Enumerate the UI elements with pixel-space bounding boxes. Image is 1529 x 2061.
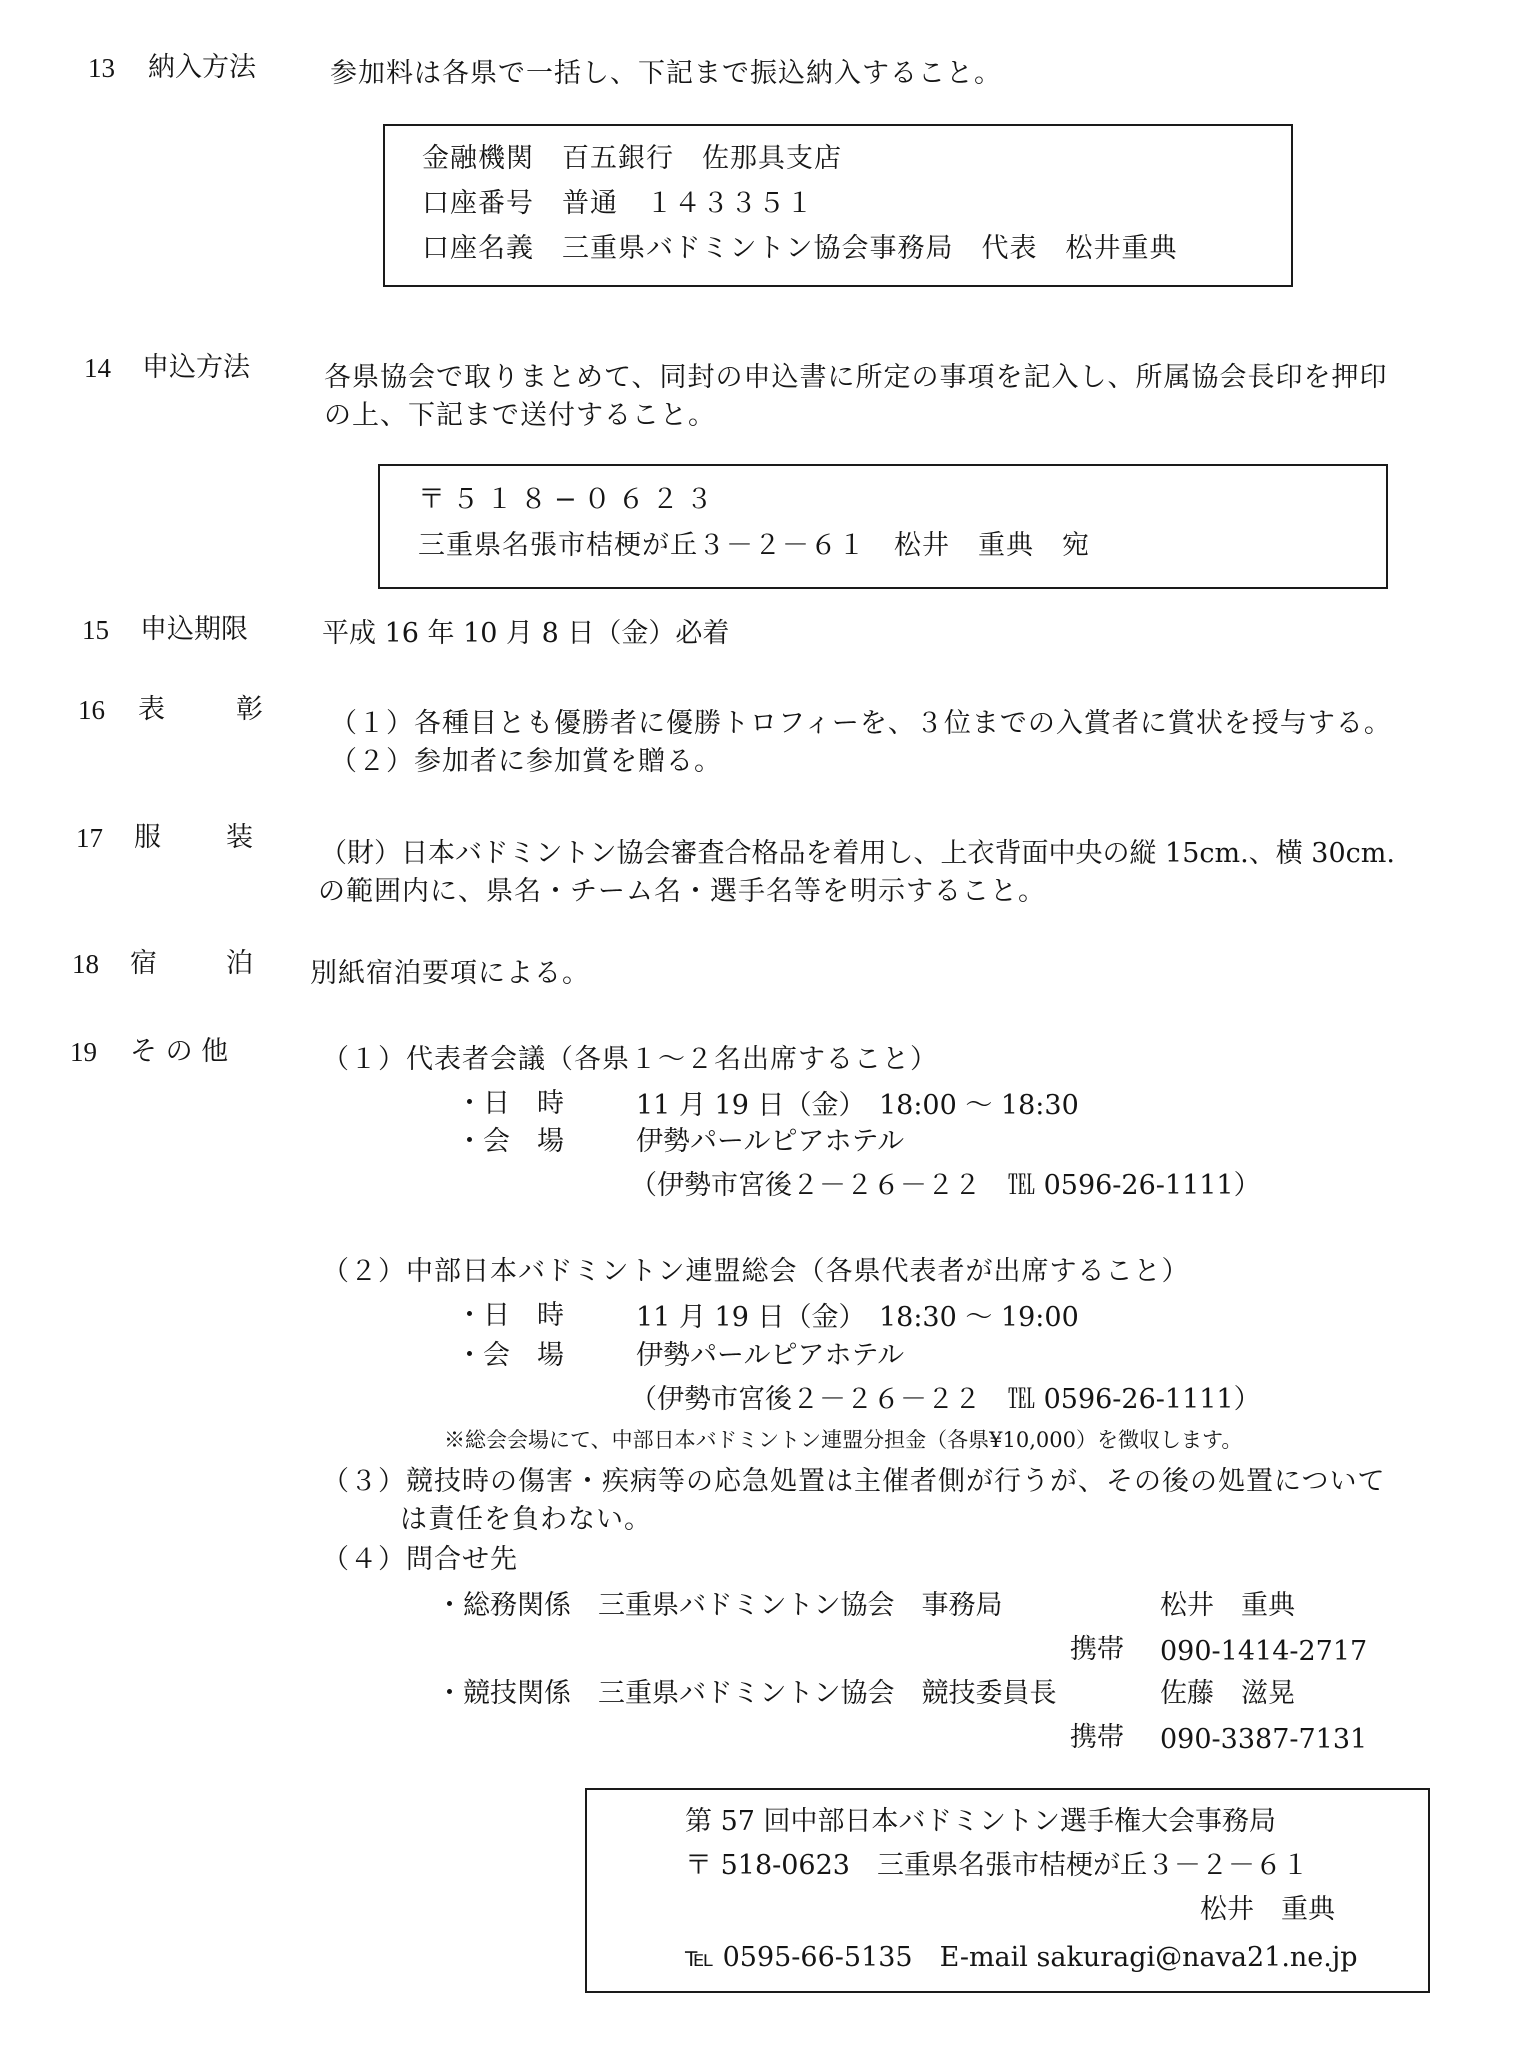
section-17-heading-a: 服 [134, 822, 161, 853]
section-17-number: 17 [76, 823, 103, 853]
s19-item-2-title: （２）中部日本バドミントン連盟総会（各県代表者が出席すること） [322, 1256, 1190, 1287]
account-number-line: 口座番号 普通 １４３３５１ [422, 188, 814, 219]
section-19-number: 19 [70, 1037, 97, 1067]
section-13-heading: 納入方法 [148, 52, 256, 83]
office-phone-email: ℡ 0595-66-5135 E-mail sakuragi@nava21.ne.jp [685, 1942, 1358, 1973]
office-address: 〒 518-0623 三重県名張市桔梗が丘３－２－６１ [685, 1850, 1309, 1881]
section-15-body: 平成 16 年 10 月 8 日（金）必着 [322, 618, 730, 649]
s19-item-1-date-label: ・日 時 [456, 1088, 564, 1119]
contact-2-mobile: 090-3387-7131 [1160, 1724, 1368, 1755]
mailing-address-box [378, 464, 1388, 589]
section-14-number: 14 [84, 353, 111, 383]
section-17-body-line2: の範囲内に、県名・チーム名・選手名等を明示すること。 [318, 876, 1046, 907]
s19-item-1-venue-label: ・会 場 [456, 1126, 564, 1157]
s19-item-3-line2: は責任を負わない。 [400, 1504, 652, 1535]
section-17-body-line1: （財）日本バドミントン協会審査合格品を着用し、上衣背面中央の縦 15cm.、横 30cm. [320, 838, 1395, 869]
s19-item-1-venue-address: （伊勢市宮後２－２６－２２ ℡ 0596-26-1111） [630, 1170, 1261, 1201]
contact-1-name: 松井 重典 [1160, 1590, 1295, 1621]
section-14-body-line2: の上、下記まで送付すること。 [324, 400, 716, 431]
s19-item-3-line1: （３）競技時の傷害・疾病等の応急処置は主催者側が行うが、その後の処置について [322, 1466, 1386, 1497]
contact-2-name: 佐藤 滋晃 [1160, 1678, 1295, 1709]
contact-1-role: ・総務関係 三重県バドミントン協会 事務局 [436, 1590, 1003, 1621]
section-14-heading: 申込方法 [142, 352, 250, 383]
s19-item-1-title: （１）代表者会議（各県１～２名出席すること） [322, 1044, 938, 1075]
s19-item-2-date-label: ・日 時 [456, 1300, 564, 1331]
office-title: 第 57 回中部日本バドミントン選手権大会事務局 [685, 1806, 1276, 1837]
s19-item-2-venue-label: ・会 場 [456, 1340, 564, 1371]
s19-item-2-date-value: 11 月 19 日（金） 18:30 ～ 19:00 [636, 1302, 1079, 1333]
bank-line: 金融機関 百五銀行 佐那具支店 [422, 143, 842, 174]
section-18-heading-a: 宿 [130, 948, 157, 979]
section-15-heading: 申込期限 [140, 614, 248, 645]
section-17-heading-b: 装 [226, 822, 253, 853]
office-contact-name: 松井 重典 [1200, 1894, 1335, 1925]
postal-code-line: 〒５１８−０６２３ [418, 484, 720, 515]
section-19-heading: そ の 他 [130, 1036, 229, 1067]
contact-1-mobile: 090-1414-2717 [1160, 1636, 1368, 1667]
s19-item-1-date-value: 11 月 19 日（金） 18:00 ～ 18:30 [636, 1090, 1079, 1121]
section-16-number: 16 [78, 695, 105, 725]
section-16-heading-b: 彰 [236, 694, 263, 725]
section-15-number: 15 [82, 615, 109, 645]
s19-item-4-title: （４）問合せ先 [322, 1544, 518, 1575]
section-14-body-line1: 各県協会で取りまとめて、同封の申込書に所定の事項を記入し、所属協会長印を押印 [324, 362, 1388, 393]
s19-item-2-venue-address: （伊勢市宮後２－２６－２２ ℡ 0596-26-1111） [630, 1384, 1261, 1415]
contact-2-role: ・競技関係 三重県バドミントン協会 競技委員長 [436, 1678, 1057, 1709]
section-18-number: 18 [72, 949, 99, 979]
section-16-item-2: （２）参加者に参加賞を贈る。 [330, 746, 722, 777]
account-holder-line: 口座名義 三重県バドミントン協会事務局 代表 松井重典 [422, 233, 1178, 264]
section-13-number: 13 [88, 53, 115, 83]
address-line: 三重県名張市桔梗が丘３－２－６１ 松井 重典 宛 [418, 530, 1090, 561]
s19-item-1-venue-value: 伊勢パールピアホテル [636, 1126, 905, 1157]
s19-item-2-note: ※総会会場にて、中部日本バドミントン連盟分担金（各県¥10,000）を徴収します。 [444, 1428, 1243, 1452]
s19-item-2-venue-value: 伊勢パールピアホテル [636, 1340, 905, 1371]
contact-1-mobile-label: 携帯 [1070, 1634, 1124, 1665]
contact-2-mobile-label: 携帯 [1070, 1722, 1124, 1753]
section-16-heading-a: 表 [138, 694, 165, 725]
section-18-heading-b: 泊 [226, 948, 253, 979]
section-18-body: 別紙宿泊要項による。 [310, 958, 590, 989]
section-16-item-1: （１）各種目とも優勝者に優勝トロフィーを、３位までの入賞者に賞状を授与する。 [330, 708, 1392, 739]
section-13-body: 参加料は各県で一括し、下記まで振込納入すること。 [330, 58, 1002, 89]
